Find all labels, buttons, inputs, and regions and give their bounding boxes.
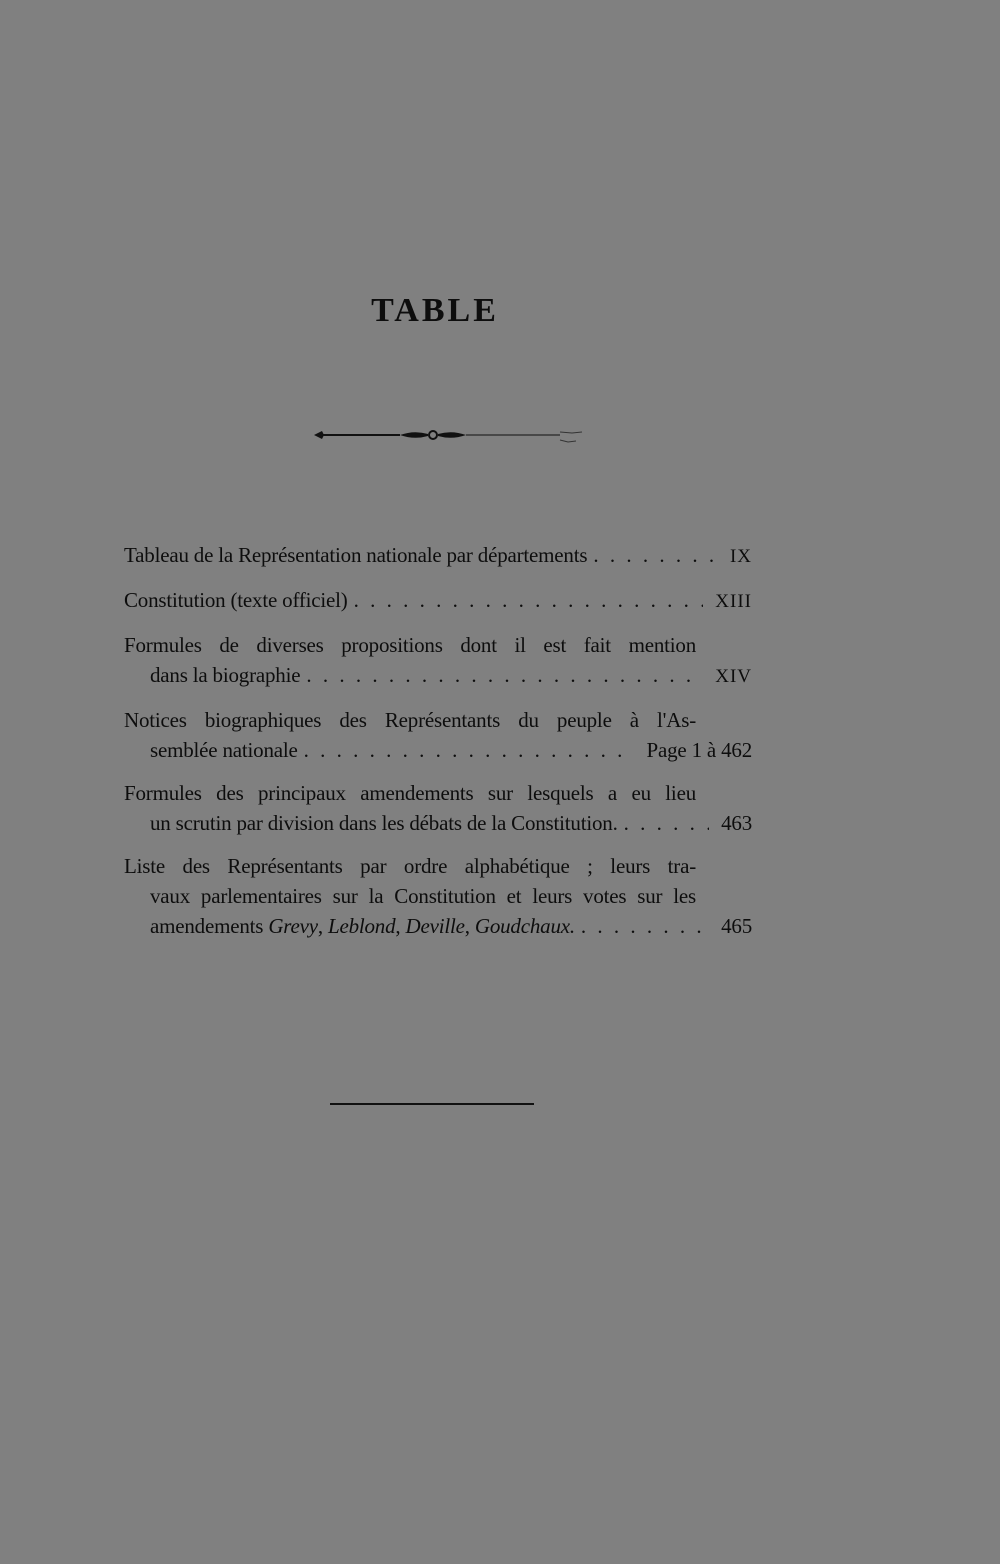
toc-entry-text: Constitution (texte officiel) xyxy=(124,588,348,612)
ornamental-divider xyxy=(310,420,590,450)
toc-entry-text: dans la biographie xyxy=(150,663,301,687)
leader-dots xyxy=(300,660,703,690)
toc-entry-text: amendements Grevy, Leblond, Deville, Goudchaux. xyxy=(150,914,575,938)
toc-entry-text: amendements xyxy=(150,914,264,938)
toc-entry-text: un scrutin par division dans les débats de la Constitution. xyxy=(150,811,618,835)
name-leblond: Leblond xyxy=(327,914,396,938)
toc-entry xyxy=(124,630,752,692)
toc-entry-text: semblée nationale xyxy=(150,738,298,762)
closing-rule xyxy=(330,1103,534,1105)
leader-dots xyxy=(618,808,709,838)
toc-entry-text: Liste des Représentants par ordre alphabétique ; leurs tra- xyxy=(124,854,696,878)
leader-dots xyxy=(298,735,635,765)
toc-page-number: Page 1 à 462 xyxy=(646,738,752,762)
toc-entry-text: Notices biographiques des Représentants du peuple à l'As- xyxy=(124,708,696,732)
toc-page-number: XIV xyxy=(715,666,752,687)
toc-entry-text: Formules de diverses propositions dont il est fait mention xyxy=(124,633,696,657)
name-goudchaux: Goudchaux. xyxy=(474,914,575,938)
toc-page-number: XIII xyxy=(715,591,752,612)
toc-entry xyxy=(124,540,752,572)
leader-dots xyxy=(587,540,718,570)
toc-entry xyxy=(124,585,752,617)
toc-entry-text: Tableau de la Représentation nationale par départements xyxy=(124,543,588,567)
toc-entry xyxy=(124,851,752,941)
toc-entry xyxy=(124,778,752,838)
table-of-contents xyxy=(124,540,752,954)
leader-dots xyxy=(348,585,704,615)
leader-dots xyxy=(575,911,709,941)
toc-page-number: 463 xyxy=(721,811,752,835)
toc-page-number: IX xyxy=(729,546,752,567)
toc-entry-text: Formules des principaux amendements sur lesquels a eu lieu xyxy=(124,781,696,805)
name-grevy: Grevy xyxy=(268,914,318,938)
page-title: TABLE xyxy=(371,292,499,329)
toc-entry-text: vaux parlementaires sur la Constitution et leurs votes sur les xyxy=(150,884,696,908)
toc-page-number: 465 xyxy=(721,914,752,938)
name-deville: Deville xyxy=(405,914,465,938)
toc-entry xyxy=(124,705,752,765)
